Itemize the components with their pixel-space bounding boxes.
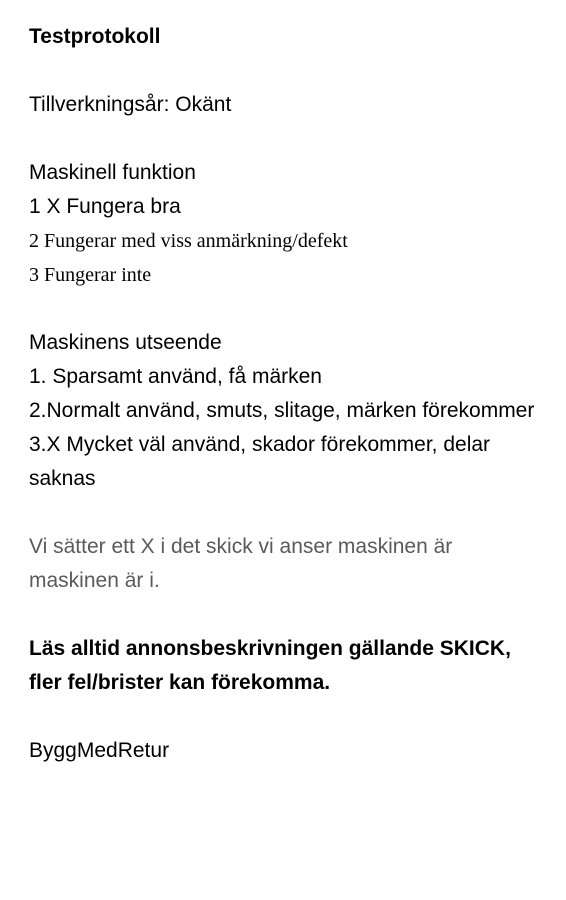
document-title: Testprotokoll: [29, 25, 161, 48]
appearance-item-1: 1. Sparsamt använd, få märken: [29, 365, 322, 388]
condition-warning: Läs alltid annonsbeskrivningen gällande SKICK, fler fel/brister kan förekomma.: [29, 637, 511, 694]
appearance-heading: Maskinens utseende: [29, 331, 222, 354]
function-heading: Maskinell funktion: [29, 161, 196, 184]
document-body: [29, 0, 539, 768]
appearance-item-3: 3.X Mycket väl använd, skador förekommer, delar saknas: [29, 433, 491, 490]
manufacture-year: Tillverkningsår: Okänt: [29, 93, 232, 116]
function-item-1: 1 X Fungera bra: [29, 195, 181, 218]
appearance-item-2: 2.Normalt använd, smuts, slitage, märken förekommer: [29, 399, 535, 422]
function-item-3: 3 Fungerar inte: [29, 264, 152, 286]
function-item-2: 2 Fungerar med viss anmärkning/defekt: [29, 230, 348, 252]
seller-signature: ByggMedRetur: [29, 739, 170, 762]
marking-note: Vi sätter ett X i det skick vi anser maskinen är maskinen är i.: [29, 535, 453, 592]
